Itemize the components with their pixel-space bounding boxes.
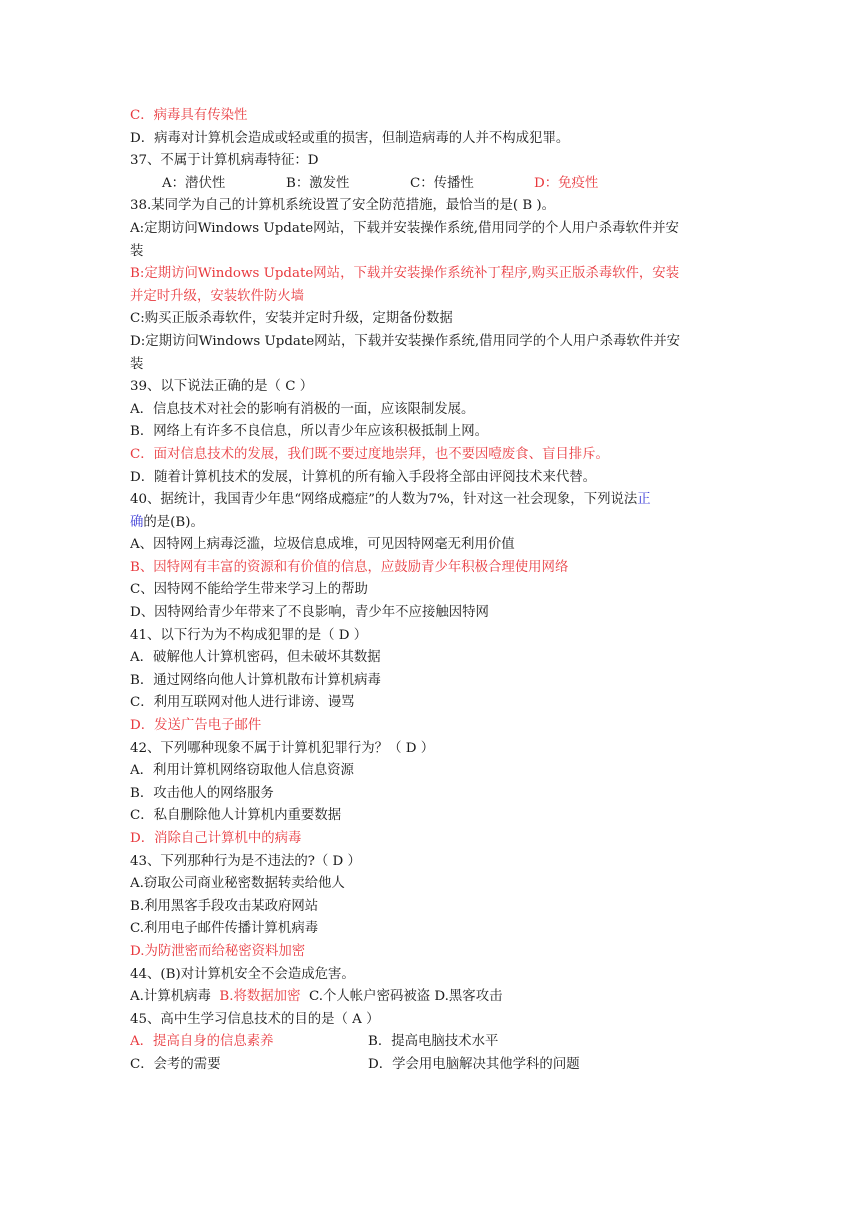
- text-line: D、因特网给青少年带来了不良影响，青少年不应接触因特网: [130, 605, 489, 621]
- text-line: D.为防泄密而给秘密资料加密: [130, 943, 306, 959]
- question-42: 42、下列哪种现象不属于计算机犯罪行为？（ D ）: [130, 740, 435, 756]
- option-a: A.计算机病毒: [130, 989, 211, 1005]
- text-line: B．通过网络向他人计算机散布计算机病毒: [130, 672, 381, 688]
- question-45: 45、高中生学习信息技术的目的是（ A ）: [130, 1011, 380, 1027]
- text-line: A、因特网上病毒泛滥，垃圾信息成堆，可见因特网毫无利用价值: [130, 537, 515, 553]
- question-39: 39、以下说法正确的是（ C ）: [130, 379, 314, 395]
- option-d: D：免疫性: [534, 175, 599, 191]
- text-line: C．病毒具有传染性: [130, 108, 248, 123]
- text-line: C．私自删除他人计算机内重要数据: [130, 808, 342, 824]
- text-line: 装: [130, 356, 144, 372]
- option-c: C.个人帐户密码被盗: [308, 989, 431, 1005]
- document-page: [130, 105, 740, 1077]
- question-45-options-row1: [130, 1031, 740, 1054]
- text-line: A．破解他人计算机密码，但未破坏其数据: [130, 650, 381, 666]
- question-40-blue-2: 确: [130, 514, 144, 530]
- text-line: A:定期访问Windows Update网站，下载并安装操作系统,借用同学的个人用户杀毒软件并安: [130, 220, 679, 236]
- question-37-options: [130, 173, 740, 196]
- option-a: A．提高自身的信息素养: [130, 1034, 274, 1050]
- option-a: A：潜伏性: [162, 175, 226, 191]
- question-44: 44、(B)对计算机安全不会造成危害。: [130, 966, 355, 982]
- text-line: B.利用黑客手段攻击某政府网站: [130, 898, 319, 914]
- text-line: C:购买正版杀毒软件，安装并定时升级，定期备份数据: [130, 311, 453, 327]
- text-line: 装: [130, 243, 144, 259]
- text-line: B:定期访问Windows Update网站，下载并安装操作系统补丁程序,购买正版杀毒软件，安装: [130, 266, 680, 282]
- text-line: A.窃取公司商业秘密数据转卖给他人: [130, 876, 345, 892]
- text-line: C．利用互联网对他人进行诽谤、谩骂: [130, 695, 355, 711]
- question-45-options-row2: [130, 1054, 740, 1077]
- question-41: 41、以下行为为不构成犯罪的是（ D ）: [130, 627, 368, 643]
- option-c: C．会考的需要: [130, 1056, 221, 1072]
- text-line: D．病毒对计算机会造成或轻或重的损害，但制造病毒的人并不构成犯罪。: [130, 130, 570, 146]
- text-line: D:定期访问Windows Update网站，下载并安装操作系统,借用同学的个人用户杀毒软件并安: [130, 333, 680, 349]
- question-40-blue-1: 正: [637, 492, 651, 508]
- text-line: 并定时升级，安装软件防火墙: [130, 288, 305, 304]
- text-line: D．消除自己计算机中的病毒: [130, 831, 302, 846]
- question-43: 43、下列那种行为是不违法的?（ D ）: [130, 853, 361, 869]
- question-40-cont: [130, 512, 740, 535]
- option-d: D.黑客攻击: [434, 989, 503, 1005]
- text-line: D．发送广告电子邮件: [130, 718, 262, 734]
- text-line: B．攻击他人的网络服务: [130, 785, 274, 801]
- question-40: [130, 489, 740, 512]
- option-b: B.将数据加密: [219, 989, 301, 1005]
- option-b: B．提高电脑技术水平: [368, 1034, 499, 1050]
- option-c: C：传播性: [410, 175, 474, 191]
- text-line: C、因特网不能给学生带来学习上的帮助: [130, 582, 368, 598]
- text-line: B、因特网有丰富的资源和有价值的信息，应鼓励青少年积极合理使用网络: [130, 559, 569, 575]
- question-44-options: [130, 986, 740, 1009]
- text-line: A．利用计算机网络窃取他人信息资源: [130, 763, 354, 779]
- text-line: A．信息技术对社会的影响有消极的一面，应该限制发展。: [130, 401, 475, 417]
- text-line: D．随着计算机技术的发展，计算机的所有输入手段将全部由评阅技术来代替。: [130, 469, 597, 485]
- text-line: B．网络上有许多不良信息，所以青少年应该积极抵制上网。: [130, 424, 488, 440]
- question-38: 38.某同学为自己的计算机系统设置了安全防范措施，最恰当的是( B )。: [130, 198, 556, 214]
- text-line: C.利用电子邮件传播计算机病毒: [130, 921, 319, 937]
- question-40-text: 40、据统计，我国青少年患“网络成瘾症”的人数为7%，针对这一社会现象，下列说法: [130, 492, 638, 508]
- option-b: B：激发性: [286, 175, 350, 191]
- option-d: D．学会用电脑解决其他学科的问题: [368, 1056, 580, 1072]
- text-line: C．面对信息技术的发展，我们既不要过度地崇拜，也不要因噎废食、盲目排斥。: [130, 446, 609, 462]
- question-40-tail: 的是(B)。: [143, 514, 204, 530]
- question-37: 37、不属于计算机病毒特征：D: [130, 153, 319, 169]
